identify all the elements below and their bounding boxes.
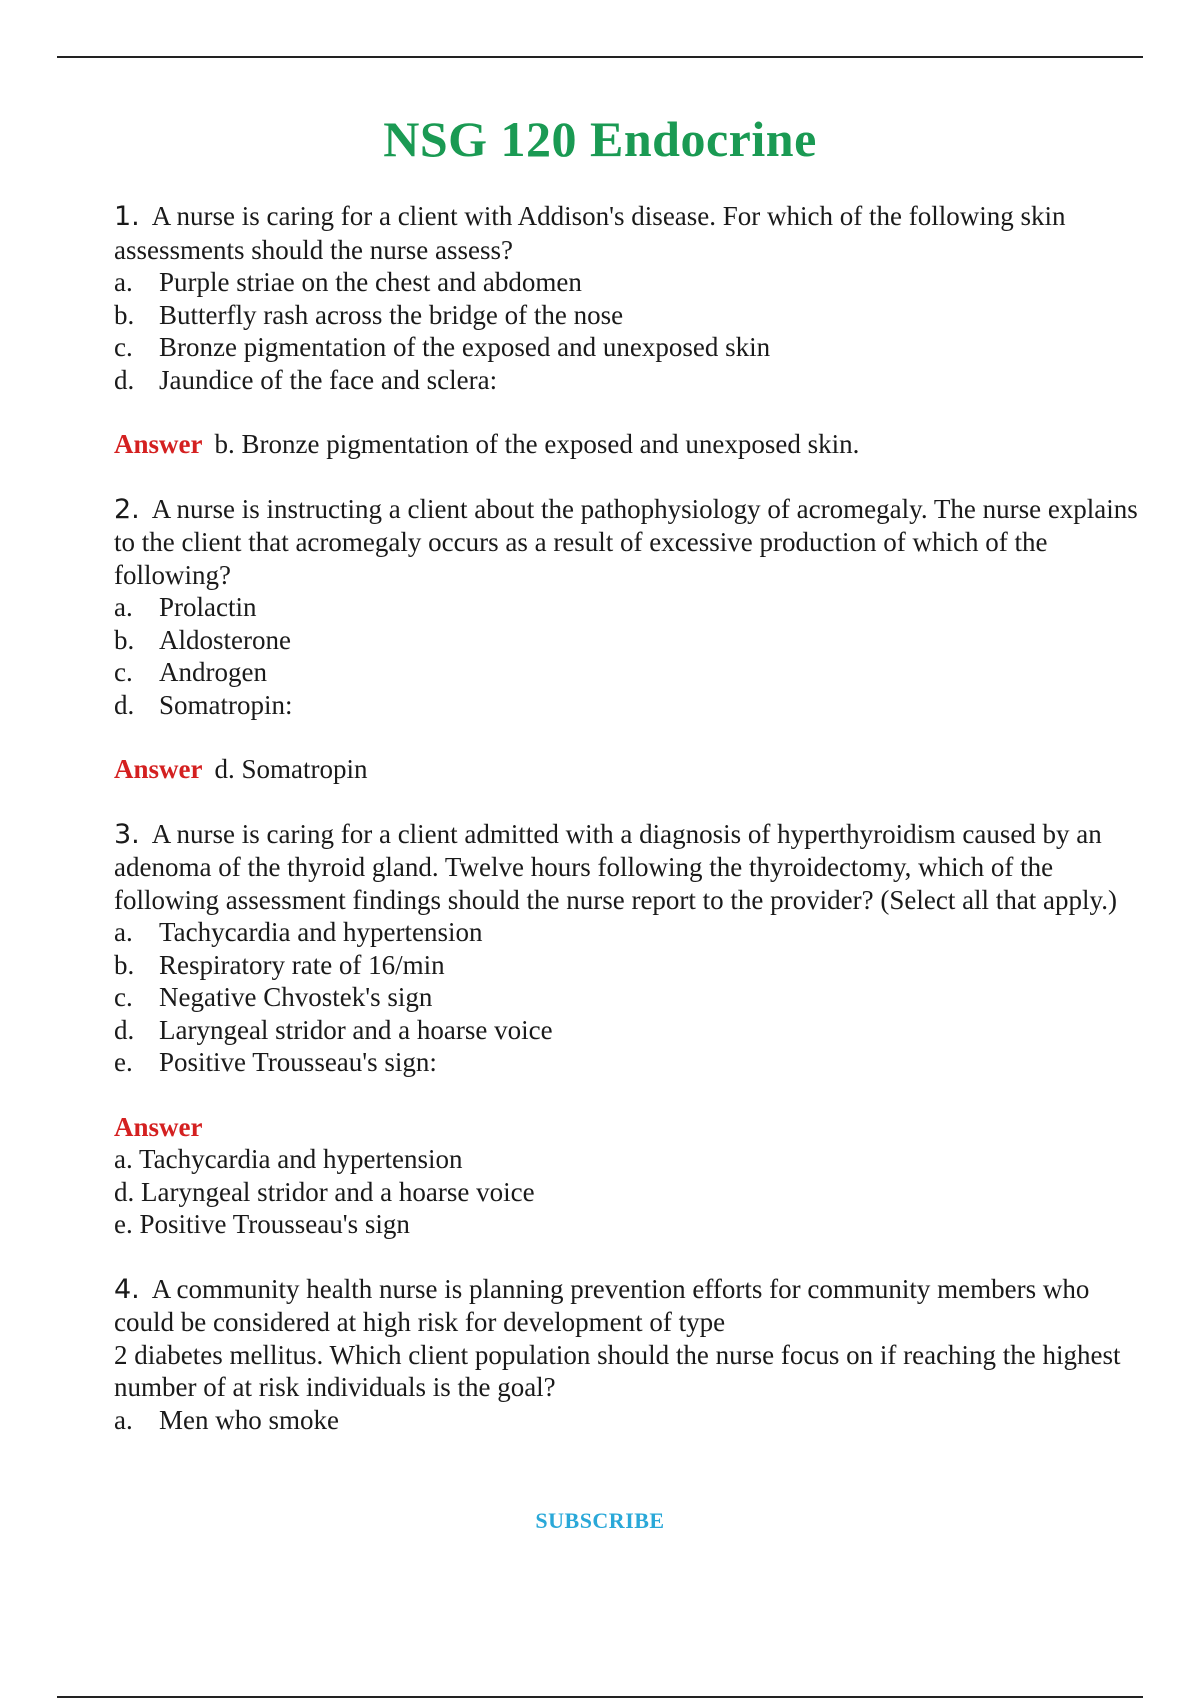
- option-letter: a.: [114, 1404, 133, 1435]
- question-4: [114, 1273, 1144, 1437]
- option-list: [114, 1404, 1144, 1437]
- question-text: [114, 200, 1144, 266]
- question-2: [114, 493, 1144, 786]
- option-list: [114, 266, 1144, 396]
- option-text: Positive Trousseau's sign:: [159, 1047, 437, 1077]
- answer-text: d. Somatropin: [214, 754, 368, 784]
- question-number: 1.: [114, 201, 140, 232]
- option-letter: a.: [114, 592, 133, 622]
- answer-row: [114, 1111, 1144, 1144]
- option-item: [114, 624, 1144, 657]
- question-stem-continued: 2 diabetes mellitus. Which client population should the nurse focus on if reaching the highest number of at risk individuals is the goal?: [114, 1339, 1121, 1402]
- question-stem: A nurse is caring for a client admitted with a diagnosis of hyperthyroidism caused by an adenoma of the thyroid gland. Twelve hours following the thyroidectomy, which of the following assessment findings should the nurse report to the provider? (Select all that apply.): [114, 818, 1118, 915]
- option-text: Bronze pigmentation of the exposed and unexposed skin: [159, 332, 771, 362]
- answer-text: b. Bronze pigmentation of the exposed and unexposed skin.: [214, 429, 860, 459]
- option-item: [114, 331, 1144, 364]
- option-text: Men who smoke: [159, 1404, 339, 1435]
- question-text: [114, 493, 1144, 592]
- option-list: [114, 916, 1144, 1079]
- option-text: Butterfly rash across the bridge of the nose: [159, 299, 624, 330]
- question-stem: A community health nurse is planning prevention efforts for community members who could be considered at high risk for development of type: [114, 1273, 1090, 1337]
- option-letter: b.: [114, 949, 135, 980]
- option-item: [114, 1014, 1144, 1047]
- option-letter: e.: [114, 1047, 133, 1077]
- option-item: [114, 1404, 1144, 1437]
- option-letter: d.: [114, 689, 135, 720]
- subscribe-link[interactable]: SUBSCRIBE: [535, 1508, 665, 1533]
- document-body: [114, 200, 1144, 1436]
- option-item: [114, 299, 1144, 332]
- option-item: [114, 266, 1144, 299]
- option-letter: d.: [114, 364, 135, 395]
- question-number: 2.: [114, 493, 140, 525]
- top-rule: [57, 56, 1143, 58]
- option-item: [114, 949, 1144, 982]
- answer-line: e. Positive Trousseau's sign: [114, 1209, 410, 1239]
- option-text: Aldosterone: [159, 624, 291, 655]
- answer-label: Answer: [114, 1111, 203, 1142]
- question-text: [114, 818, 1144, 917]
- option-item: [114, 591, 1144, 624]
- option-letter: c.: [114, 332, 133, 362]
- option-text: Androgen: [159, 657, 267, 687]
- option-text: Prolactin: [159, 592, 257, 622]
- option-item: [114, 916, 1144, 949]
- answer-line: d. Laryngeal stridor and a hoarse voice: [114, 1176, 535, 1207]
- option-letter: b.: [114, 624, 135, 655]
- option-item: [114, 656, 1144, 689]
- option-list: [114, 591, 1144, 721]
- answer-line: a. Tachycardia and hypertension: [114, 1144, 463, 1174]
- answer-label: Answer: [114, 429, 203, 459]
- option-item: [114, 1046, 1144, 1079]
- option-item: [114, 981, 1144, 1014]
- question-number: 3.: [114, 818, 140, 850]
- option-text: Respiratory rate of 16/min: [159, 949, 445, 980]
- option-letter: c.: [114, 657, 133, 687]
- option-item: [114, 364, 1144, 397]
- question-number: 4.: [114, 1273, 140, 1305]
- option-text: Tachycardia and hypertension: [159, 917, 483, 947]
- answer-row: [114, 753, 1144, 786]
- question-1: [114, 200, 1144, 461]
- option-item: [114, 689, 1144, 722]
- option-letter: a.: [114, 267, 133, 297]
- option-text: Negative Chvostek's sign: [159, 982, 433, 1012]
- option-text: Purple striae on the chest and abdomen: [159, 267, 582, 297]
- option-letter: c.: [114, 982, 133, 1012]
- question-3: [114, 818, 1144, 1241]
- question-stem: A nurse is instructing a client about the pathophysiology of acromegaly. The nurse explains to the client that acromegaly occurs as a result of excessive production of which of the following?: [114, 493, 1138, 590]
- page-title: NSG 120 Endocrine: [383, 111, 817, 167]
- answer-label: Answer: [114, 754, 203, 784]
- option-text: Somatropin:: [159, 689, 293, 720]
- question-stem: A nurse is caring for a client with Addison's disease. For which of the following skin assessments should the nurse assess?: [114, 201, 1066, 265]
- answer-row: [114, 428, 1144, 461]
- option-text: Laryngeal stridor and a hoarse voice: [159, 1014, 553, 1045]
- option-text: Jaundice of the face and sclera:: [159, 364, 498, 395]
- answer-list: [114, 1143, 1144, 1241]
- question-text: [114, 1273, 1144, 1339]
- option-letter: b.: [114, 299, 135, 330]
- bottom-rule: [57, 1696, 1143, 1698]
- option-letter: d.: [114, 1014, 135, 1045]
- option-letter: a.: [114, 917, 133, 947]
